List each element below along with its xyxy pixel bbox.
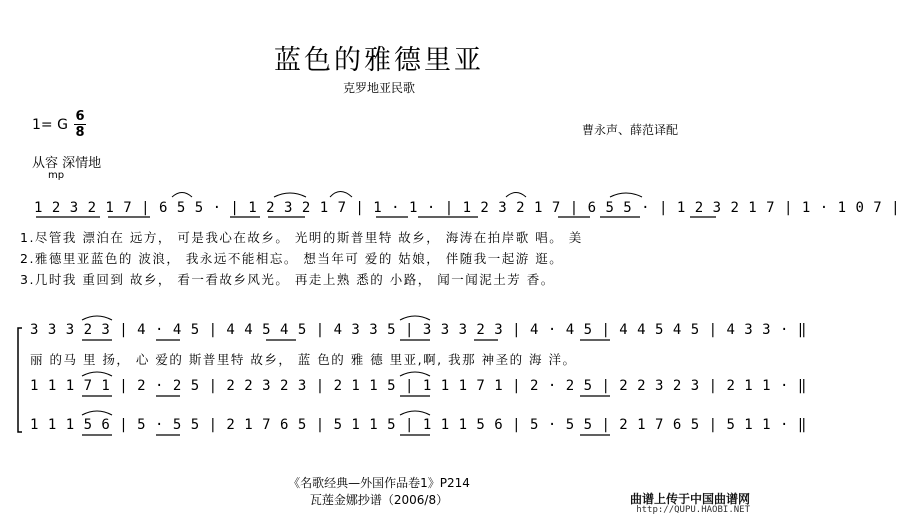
dynamic-marking: mp [48, 170, 65, 181]
song-subtitle: 克罗地亚民歌 [342, 81, 415, 95]
credits: 曹永声、薛范译配 [582, 123, 679, 137]
watermark-url: http://QUPU.HAOBI.NET [636, 505, 750, 515]
key-signature: 1= G [32, 117, 68, 133]
time-signature-bottom: 8 [75, 125, 85, 140]
time-signature-top: 6 [75, 109, 85, 124]
lyric-verse-2: 2.雅德里亚蓝色的 波浪， 我永远不能相忘。 想当年可 爱的 姑娘， 伴随我一起游 逛。 [20, 251, 564, 266]
source-citation: 《名歌经典—外国作品卷1》P214 [288, 476, 470, 490]
melody-line-2: 3 3 3 2 3 | 4 · 4 5 | 4 4 5 4 5 | 4 3 3 5 | 3 3 3 2 3 | 4 · 4 5 | 4 4 5 4 5 | 4 3 3 · ‖ [30, 322, 807, 338]
song-title: 蓝色的雅德里亚 [274, 45, 484, 76]
transcriber-credit: 瓦莲金娜抄谱（2006/8） [309, 493, 449, 507]
melody-line-1: 1 2 3 2 1 7 | 6 5 5 · | 1 2 3 2 1 7 | 1 · 1 · | 1 2 3 2 1 7 | 6 5 5 · | 1 2 3 2 1 7 | 1 · 1 0 7 | [34, 200, 900, 216]
lyric-refrain: 丽 的马 里 扬， 心 爱的 斯普里特 故乡， 蓝 色的 雅 德 里亚,啊, 我那 神圣的 海 洋。 [30, 352, 577, 367]
watermark-text: 曲谱上传于中国曲谱网 [629, 492, 750, 506]
tempo-marking: 从容 深情地 [32, 156, 102, 171]
lyric-verse-1: 1.尽管我 漂泊在 远方， 可是我心在故乡。 光明的斯普里特 故乡， 海涛在拍岸歌 唱。 美 [20, 230, 583, 245]
harmony-line-1: 1 1 1 7 1 | 2 · 2 5 | 2 2 3 2 3 | 2 1 1 5 | 1 1 1 7 1 | 2 · 2 5 | 2 2 3 2 3 | 2 1 1 · ‖ [30, 378, 807, 394]
lyric-verse-3: 3.几时我 重回到 故乡， 看一看故乡风光。 再走上熟 悉的 小路， 闻一闻泥土芳 香。 [20, 272, 555, 287]
harmony-line-2: 1 1 1 5 6 | 5 · 5 5 | 2 1 7 6 5 | 5 1 1 5 | 1 1 1 5 6 | 5 · 5 5 | 2 1 7 6 5 | 5 1 1 · ‖ [30, 417, 807, 433]
